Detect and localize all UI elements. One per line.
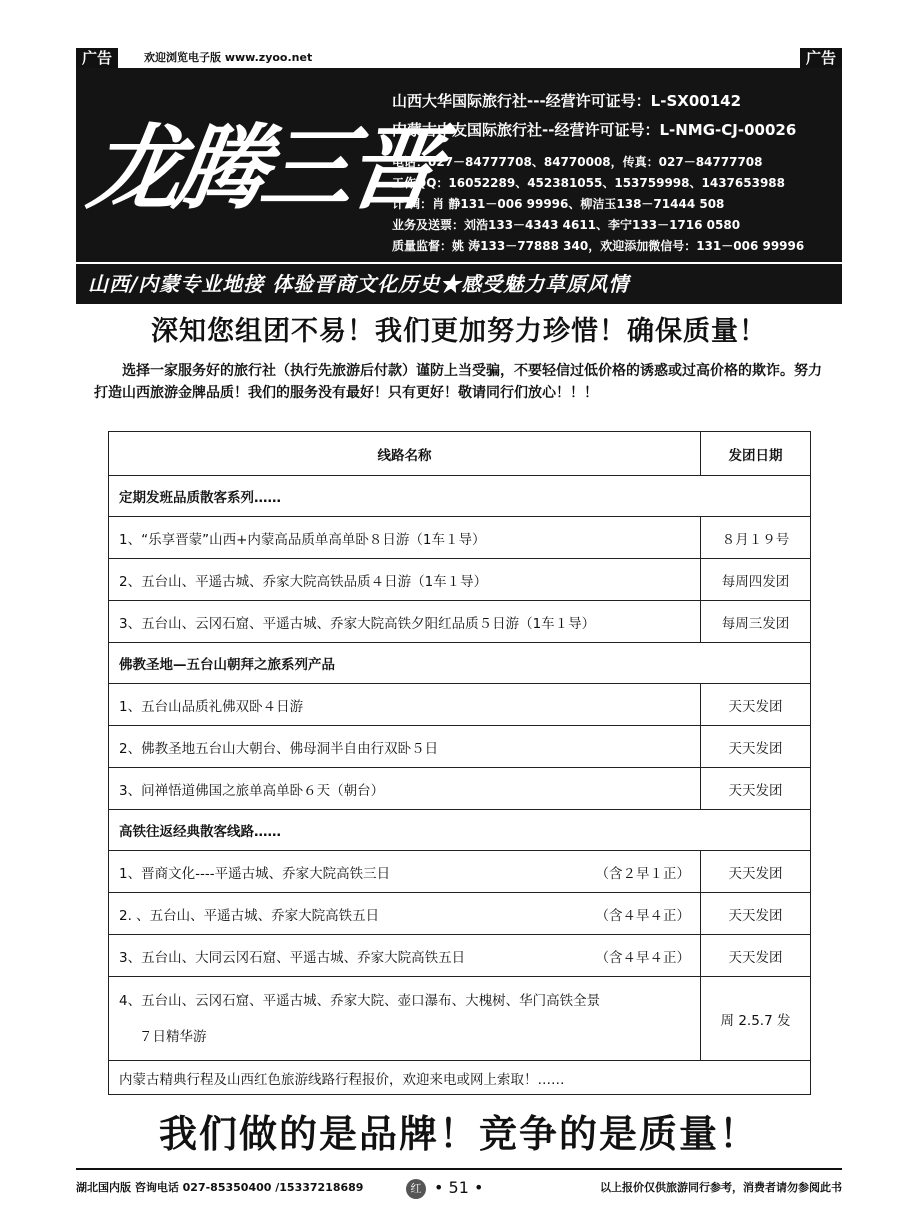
page-number-block xyxy=(406,1176,483,1200)
route-name xyxy=(109,851,701,893)
table-row xyxy=(109,684,811,726)
table-row xyxy=(109,559,811,601)
contact-planner: 计 调：肖 静131－006 99996、柳洁玉138－71444 508 xyxy=(392,197,725,211)
table-row xyxy=(109,768,811,810)
header-depart-date: 发团日期 xyxy=(701,432,811,476)
route-date: 天天发团 xyxy=(701,893,811,935)
route-name xyxy=(109,977,701,1061)
headline: 深知您组团不易！我们更加努力珍惜！确保质量！ xyxy=(151,316,767,347)
route-name xyxy=(109,935,701,977)
route-name: 2、五台山、平遥古城、乔家大院高铁品质４日游（1车１导） xyxy=(109,559,701,601)
section-row xyxy=(109,476,811,517)
route-date: 天天发团 xyxy=(701,935,811,977)
closing-slogan: 我们做的是品牌！竞争的是质量！ xyxy=(158,1112,759,1156)
route-name-line-2: ７日精华游 xyxy=(139,1028,207,1045)
route-name-text: 2. 、五台山、平遥古城、乔家大院高铁五日 xyxy=(119,907,380,924)
browse-text[interactable]: 欢迎浏览电子版 www.zyoo.net xyxy=(144,51,313,64)
section-row xyxy=(109,643,811,684)
section-title: 佛教圣地—五台山朝拜之旅系列产品 xyxy=(109,643,811,684)
table-footer-row xyxy=(109,1061,811,1095)
route-name: 1、五台山品质礼佛双卧４日游 xyxy=(109,684,701,726)
meal-info: （含４早４正） xyxy=(595,949,690,966)
route-date: 周 2.5.7 发 xyxy=(701,977,811,1061)
edition-emblem: 红 xyxy=(406,1179,426,1199)
table-row xyxy=(109,601,811,643)
table-row xyxy=(109,726,811,768)
header-route-name: 线路名称 xyxy=(109,432,701,476)
bottom-rule xyxy=(76,1168,842,1170)
route-name-line-1: 4、五台山、云冈石窟、平遥古城、乔家大院、壶口瀑布、大槐树、华门高铁全景 xyxy=(119,992,601,1009)
contact-list xyxy=(392,152,804,257)
intro-paragraph: 选择一家服务好的旅行社（执行先旅游后付款）谨防上当受骗，不要轻信过低价格的诱惑或过高价格的欺诈。努力打造山西旅游金牌品质！我们的服务没有最好！只有更好！敬请同行们放心！！！ xyxy=(94,363,822,401)
contact-quality: 质量监督：姚 涛133－77888 340，欢迎添加微信号：131－006 99996 xyxy=(392,239,805,253)
footer-disclaimer: 以上报价仅供旅游同行参考，消费者请勿参阅此书 xyxy=(600,1181,842,1194)
route-date: 天天发团 xyxy=(701,851,811,893)
section-title: 定期发班品质散客系列…… xyxy=(109,476,811,517)
table-row xyxy=(109,851,811,893)
meal-info: （含４早４正） xyxy=(595,907,690,924)
table-row xyxy=(109,935,811,977)
banner-divider xyxy=(76,262,842,264)
section-row xyxy=(109,810,811,851)
table-row xyxy=(109,517,811,559)
top-strip xyxy=(76,48,842,68)
section-title: 高铁往返经典散客线路…… xyxy=(109,810,811,851)
table-footer-note: 内蒙古精典行程及山西红色旅游线路行程报价，欢迎来电或网上索取！…… xyxy=(109,1061,811,1095)
route-name-text: 1、晋商文化----平遥古城、乔家大院高铁三日 xyxy=(119,865,391,882)
route-date: 天天发团 xyxy=(701,726,811,768)
contact-business: 业务及送票：刘浩133－4343 4611、李宁133－1716 0580 xyxy=(392,218,741,232)
contact-phone: 电话：027－84777708、84770008，传真：027－84777708 xyxy=(392,155,763,169)
route-date: 每周三发团 xyxy=(701,601,811,643)
route-date: ８月１９号 xyxy=(701,517,811,559)
route-date: 每周四发团 xyxy=(701,559,811,601)
page-footer xyxy=(76,1176,842,1200)
routes-table xyxy=(108,431,811,1095)
page-number: • 51 • xyxy=(434,1178,484,1197)
ad-banner xyxy=(76,68,842,304)
contact-qq: 工作QQ：16052289、452381055、153759998、1437653988 xyxy=(392,176,785,190)
table-header-row xyxy=(109,432,811,476)
table-row xyxy=(109,893,811,935)
meal-info: （含２早１正） xyxy=(595,865,690,882)
table-row xyxy=(109,977,811,1061)
license-line-2: 内蒙古中友国际旅行社--经营许可证号：L-NMG-CJ-00026 xyxy=(392,121,797,139)
route-name-text: 3、五台山、大同云冈石窟、平遥古城、乔家大院高铁五日 xyxy=(119,949,466,966)
route-name: 3、问禅悟道佛国之旅单高单卧６天（朝台） xyxy=(109,768,701,810)
route-date: 天天发团 xyxy=(701,684,811,726)
route-name xyxy=(109,893,701,935)
footer-edition-contact: 湖北国内版 咨询电话 027-85350400 /15337218689 xyxy=(76,1181,364,1194)
route-date: 天天发团 xyxy=(701,768,811,810)
banner-slogan: 山西/内蒙专业地接 体验晋商文化历史★感受魅力草原风情 xyxy=(88,272,630,296)
license-line-1: 山西大华国际旅行社---经营许可证号：L-SX00142 xyxy=(392,92,742,110)
ad-label-right: 广告 xyxy=(800,48,842,68)
route-name: 2、佛教圣地五台山大朝台、佛母洞半自由行双卧５日 xyxy=(109,726,701,768)
brand-logo: 龙腾三晋 xyxy=(82,114,442,222)
route-name: 1、“乐享晋蒙”山西+内蒙高品质单高单卧８日游（1车１导） xyxy=(109,517,701,559)
ad-label-left: 广告 xyxy=(76,48,118,68)
route-name: 3、五台山、云冈石窟、平遥古城、乔家大院高铁夕阳红品质５日游（1车１导） xyxy=(109,601,701,643)
